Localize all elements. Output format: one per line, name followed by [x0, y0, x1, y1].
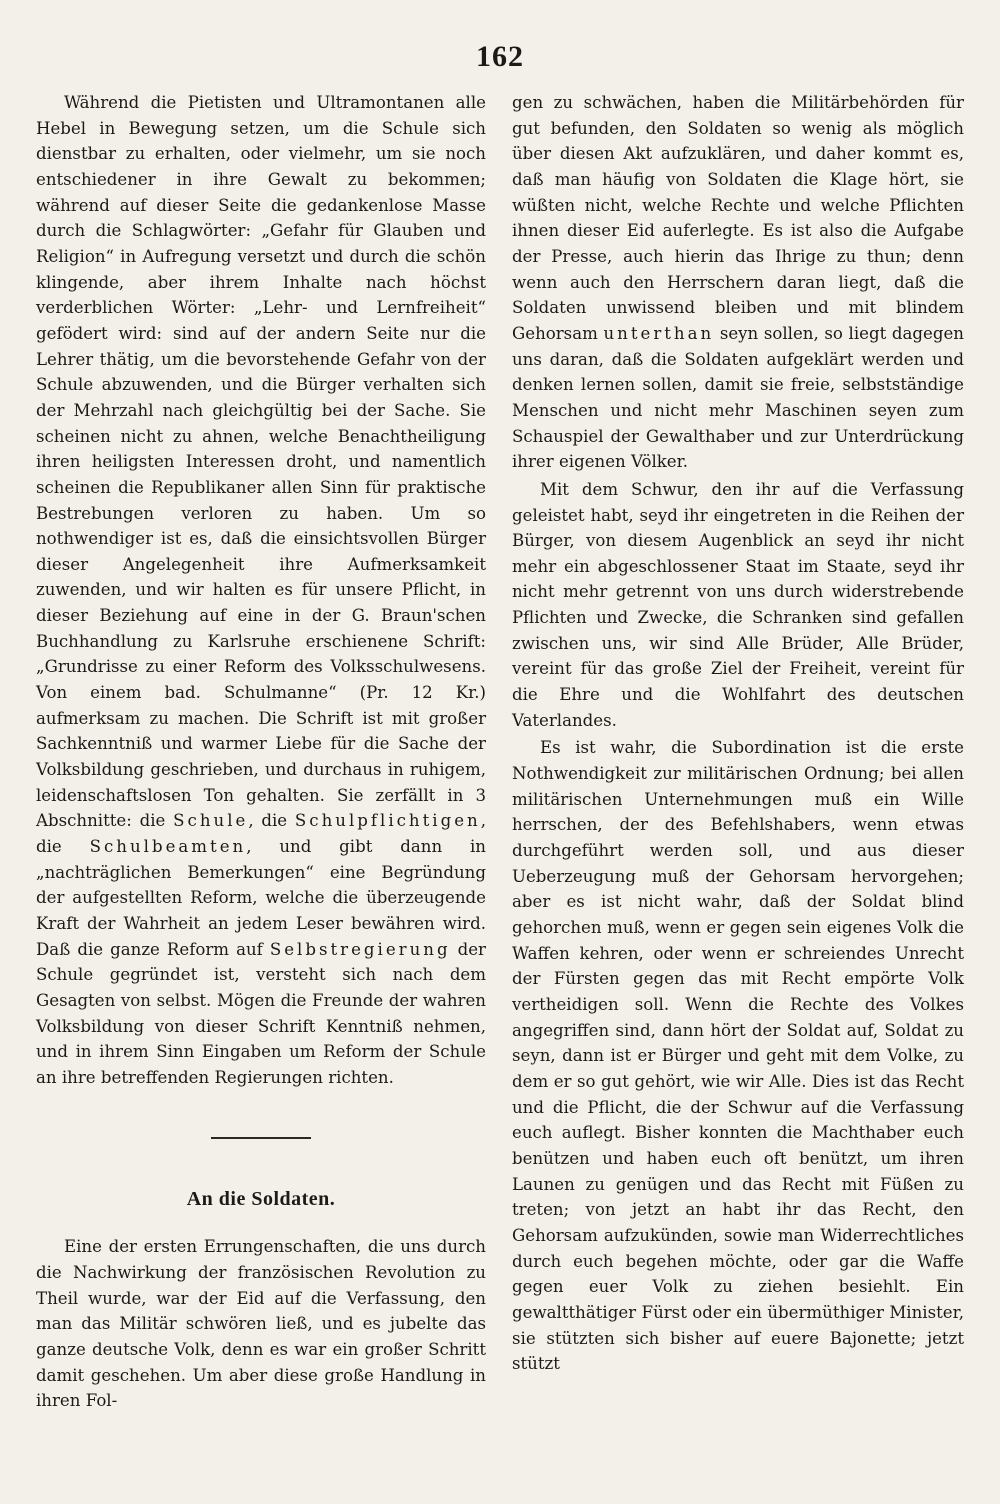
paragraph-text: Während die Pietisten und Ultramontanen alle Hebel in Bewegung setzen, um die Schule sich dienstbar zu erhalten, oder vielmehr, um sie noch entschiedener in ihre Gewalt zu bekommen; während auf dieser Seite die gedankenlose Masse durch die Schlagwörter: „Gefahr für Glauben und Religion“ in Aufregung versetzt und durch die schön klingende, aber ihrem Inhalte nach höchst verderblichen Wörter: „Lehr- und Lernfreiheit“ gefödert wird: sind auf der andern Seite nur die Lehrer thätig, um die bevorstehende Gefahr von der Schule abzuwenden, und die Bürger verhalten sich der Mehrzahl nach gleichgültig bei der Sache. Sie scheinen nicht zu ahnen, welche Benachtheiligung ihren heiligsten Interessen droht, und namentlich scheinen die Republikaner allen Sinn für praktische Bestrebungen verloren zu haben. Um so nothwendiger ist es, daß die einsichtsvollen Bürger dieser Angelegenheit ihre Aufmerksamkeit zuwenden, und wir halten es für unsere Pflicht, in dieser Beziehung auf eine in der G. Braun'schen Buchhandlung zu Karlsruhe erschienene Schrift: „Grundrisse zu einer Reform des Volksschulwesens. Von einem bad. Schulmanne“ (Pr. 12 Kr.) aufmerksam zu machen. Die Schrift ist mit großer Sachkenntniß und warmer Liebe für die Sache der Volksbildung geschrieben, und durchaus in ruhigem, leidenschaftslosen Ton gehalten. Sie zerfällt in 3 Abschnitte:: [36, 93, 486, 831]
paragraph-soldiers-intro: Eine der ersten Errungenschaften, die uns durch die Nachwirkung der französischen Revolution zu Theil wurde, war der Eid auf die Verfassung, den man das Militär schwören ließ, und es jubelte das ganze deutsche Volk, denn es war ein großer Schritt damit geschehen. Um aber diese große Handlung in ihren Fol-: [36, 1237, 486, 1411]
paragraph-text: der Schule gegründet ist, versteht sich nach dem Gesagten von selbst. Mögen die Freunde der wahren Volksbildung von dieser Schrift Kenntniß nehmen, und in ihrem Sinn Eingaben um Reform der Schule an ihre betreffenden Regierungen richten.: [36, 939, 486, 1087]
article-heading: An die Soldaten.: [186, 1187, 336, 1210]
paragraph-text: , die: [248, 811, 295, 831]
page-number: 162: [476, 40, 524, 73]
emphasis-text: unterthan: [603, 323, 715, 343]
right-column: [512, 90, 964, 1377]
paragraph-oath: Mit dem Schwur, den ihr auf die Verfassung geleistet habt, seyd ihr eingetreten in die Reihen der Bürger, von diesem Augenblick an seyd ihr nicht mehr ein abgeschlossener Staat im Staate, seyd ihr nicht mehr getrennt von uns durch widerstrebende Pflichten und Zwecke, die Schranken sind gefallen zwischen uns, wir sind Alle Brüder, Alle Brüder, vereint für das große Ziel der Freiheit, vereint für die Ehre und die Wohlfahrt des deutschen Vaterlandes.: [512, 479, 964, 730]
left-column: [36, 90, 486, 1414]
paragraph-school-reform: [36, 90, 486, 1091]
emphasis-text: Selbstregierung: [269, 939, 451, 959]
paragraph-text: gen zu schwächen, haben die Militärbehörden für gut befunden, den Soldaten so wenig als möglich über diesen Akt aufzuklären, und daher kommt es, daß man häufig von Soldaten die Klage hört, sie wüßten nicht, welche Rechte und welche Pflichten ihnen dieser Eid auferlegte. Es ist also die Aufgabe der Presse, auch hierin das Ihrige zu thun; denn wenn auch den Herrschern daran liegt, daß die Soldaten unwissend bleiben und mit blindem Gehorsam: [512, 93, 964, 343]
emphasis-text: Schulbeamten: [89, 837, 247, 857]
paragraph-text: seyn sollen, so liegt dagegen uns daran, daß die Soldaten aufgeklärt werden und denken lernen sollen, damit sie freie, selbstständige Menschen und nicht mehr Maschinen seyen zum Schauspiel der Gewalthaber und zur Unterdrückung ihrer eigenen Völker.: [512, 323, 964, 472]
emphasis-text: Schule: [173, 811, 249, 831]
emphasis-text: Schulpflichtigen: [294, 811, 481, 831]
paragraph-text: , die: [36, 811, 486, 857]
paragraph-subordination: Es ist wahr, die Subordination ist die erste Nothwendigkeit zur militärischen Ordnung; bei allen militärischen Unternehmungen muß ein Wille herrschen, der des Befehlshabers, wenn etwas durchgeführt werden soll, und aus dieser Ueberzeugung muß der Gehorsam hervorgehen; aber es ist nicht wahr, daß der Soldat blind gehorchen muß, wenn er gegen sein eigenes Volk die Waffen kehren, oder wenn er schreiendes Unrecht der Fürsten gegen das mit Recht empörte Volk vertheidigen soll. Wenn die Rechte des Volkes angegriffen sind, dann hört der Soldat auf, Soldat zu seyn, dann ist er Bürger und geht mit dem Volke, zu dem er so gut gehört, wie wir Alle. Dies ist das Recht und die Pflicht, die der Schwur auf die Verfassung euch auflegt. Bisher konnten die Machthaber euch benützen und haben euch oft benützt, um ihren Launen zu genügen und das Recht mit Füßen zu treten; von jetzt an habt ihr das Recht, den Gehorsam aufzukünden, sowie man Widerrechtliches durch euch begehen möchte, oder gar die Waffe gegen euer Volk zu ziehen besiehlt. Ein gewaltthätiger Fürst oder ein übermüthiger Minister, sie stützten sich bisher auf euere Bajonette; jetzt stützt: [512, 738, 964, 1374]
paragraph-text: die: [139, 811, 174, 831]
paragraph-continuation: [512, 90, 964, 475]
section-divider: [211, 1137, 311, 1139]
paragraph-text: , und gibt dann in „nachträglichen Bemerkungen“ eine Begründung der aufgestellten Reform, welche die überzeugende Kraft der Wahrheit an jedem Leser bewähren wird. Daß die ganze Reform auf: [36, 837, 486, 959]
